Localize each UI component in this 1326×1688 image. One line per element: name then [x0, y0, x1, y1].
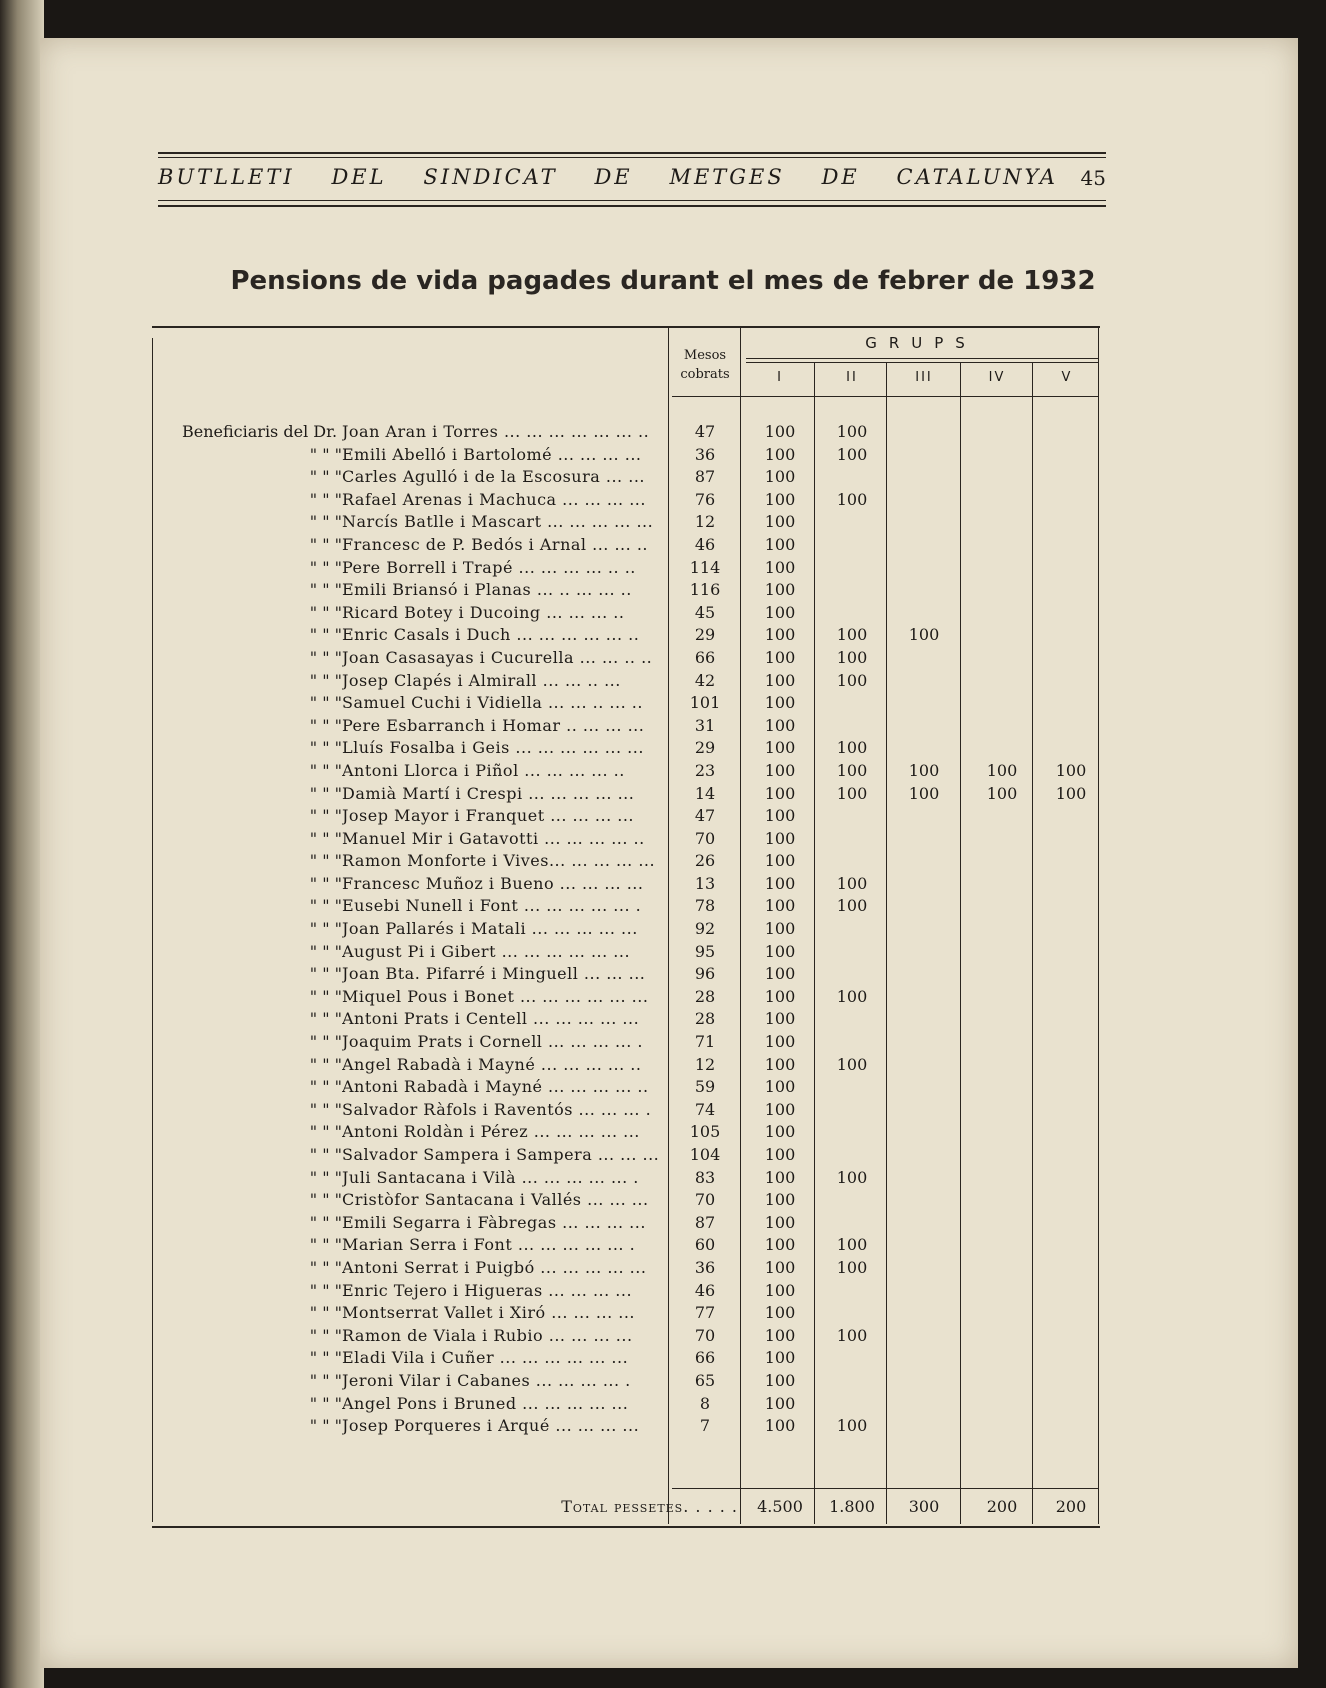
- mesos-cobrats: 105: [689, 1122, 721, 1142]
- beneficiary-name: Narcís Batlle i Mascart ... ... ... ... ...: [342, 512, 654, 532]
- mesos-cobrats: 60: [694, 1235, 716, 1255]
- mesos-cobrats: 71: [694, 1032, 716, 1052]
- pensions-table: [152, 326, 1100, 1528]
- beneficiary-prefix: " " ": [309, 1235, 342, 1255]
- journal-title-word: DEL: [331, 165, 387, 189]
- group-ii-amount: 100: [836, 1257, 868, 1277]
- mesos-cobrats: 46: [694, 1280, 716, 1300]
- beneficiary-name: Damià Martí i Crespi ... ... ... ... ...: [342, 783, 635, 803]
- beneficiary-prefix: " " ": [309, 1393, 342, 1413]
- journal-title-word: SINDICAT: [423, 165, 558, 189]
- mesos-cobrats: 101: [689, 693, 721, 713]
- total-row: [152, 1492, 1100, 1522]
- beneficiary-prefix: " " ": [309, 1167, 342, 1187]
- beneficiary-name: Ramon de Viala i Rubio ... ... ... ...: [342, 1325, 633, 1345]
- beneficiary-name: Antoni Roldàn i Pérez ... ... ... ... ...: [342, 1122, 640, 1142]
- mesos-cobrats: 77: [694, 1303, 716, 1323]
- group-i-amount: 100: [764, 670, 796, 690]
- beneficiary-prefix: " " ": [309, 1348, 342, 1368]
- mesos-cobrats: 70: [694, 1190, 716, 1210]
- table-row: [152, 1076, 1100, 1099]
- group-i-amount: 100: [764, 1145, 796, 1164]
- group-i-amount: 100: [764, 580, 796, 600]
- beneficiary-name: Eusebi Nunell i Font ... ... ... ... ... .: [342, 896, 642, 916]
- beneficiary-name: Jeroni Vilar i Cabanes ... ... ... ... .: [342, 1370, 631, 1390]
- beneficiary-prefix: " " ": [309, 941, 342, 961]
- beneficiary-name: Rafael Arenas i Machuca ... ... ... ...: [342, 489, 646, 509]
- group-ii-amount: 100: [836, 1054, 868, 1074]
- table-row: [152, 624, 1100, 647]
- group-i-amount: 100: [764, 760, 796, 780]
- beneficiary-name: Pere Borrell i Trapé ... ... ... ... .. ..: [342, 557, 636, 577]
- group-i-amount: 100: [764, 1235, 796, 1255]
- group-iii-amount: 100: [908, 783, 940, 803]
- beneficiary-name: Samuel Cuchi i Vidiella ... ... .. ... ..: [342, 693, 643, 713]
- beneficiary-prefix: " " ": [309, 1032, 342, 1052]
- table-row: [152, 805, 1100, 828]
- table-row: [152, 1031, 1100, 1054]
- table-row: [152, 1121, 1100, 1144]
- beneficiary-name: August Pi i Gibert ... ... ... ... ... ...: [342, 941, 631, 961]
- group-i-amount: 100: [764, 1077, 796, 1097]
- page-title: Pensions de vida pagades durant el mes de febrer de 1932: [230, 266, 1096, 296]
- header-divider: [672, 396, 1098, 397]
- group-ii-amount: 100: [836, 873, 868, 893]
- beneficiary-prefix: " " ": [309, 896, 342, 916]
- group-i-amount: 100: [764, 1212, 796, 1232]
- group-ii-amount: 100: [836, 1167, 868, 1187]
- group-iii-amount: 100: [908, 625, 940, 645]
- table-row: [152, 1325, 1100, 1348]
- table-row: [152, 534, 1100, 557]
- group-i-amount: 100: [764, 1303, 796, 1323]
- header-divider: [746, 358, 1098, 359]
- beneficiary-name: Joan Pallarés i Matali ... ... ... ... ...: [342, 919, 638, 939]
- header-rule: [158, 200, 1106, 201]
- beneficiary-prefix: " " ": [309, 715, 342, 735]
- beneficiary-name: Montserrat Vallet i Xiró ... ... ... ...: [342, 1303, 635, 1323]
- mesos-cobrats: 31: [694, 715, 716, 735]
- table-row: [152, 670, 1100, 693]
- beneficiary-prefix: " " ": [309, 693, 342, 713]
- group-ii-amount: 100: [836, 1325, 868, 1345]
- group-i-amount: 100: [764, 467, 796, 487]
- mesos-cobrats: 12: [694, 1054, 716, 1074]
- group-i-amount: 100: [764, 1370, 796, 1390]
- mesos-cobrats: 92: [694, 919, 716, 939]
- beneficiary-name: Angel Rabadà i Mayné ... ... ... ... ..: [342, 1054, 642, 1074]
- group-i-amount: 100: [764, 647, 796, 667]
- beneficiary-prefix: " " ": [309, 828, 342, 848]
- table-row: [152, 489, 1100, 512]
- mesos-cobrats: 74: [694, 1099, 716, 1119]
- mesos-cobrats: 66: [694, 1348, 716, 1368]
- total-group-i: 4.500: [757, 1497, 803, 1516]
- table-row: [152, 444, 1100, 467]
- table-row: [152, 466, 1100, 489]
- beneficiary-prefix: " " ": [309, 489, 342, 509]
- mesos-cobrats: 8: [699, 1393, 711, 1413]
- beneficiary-prefix: " " ": [309, 760, 342, 780]
- beneficiary-name: Lluís Fosalba i Geis ... ... ... ... ... ...: [342, 738, 644, 758]
- group-ii-amount: 100: [836, 1416, 868, 1436]
- group-i-amount: 100: [764, 512, 796, 532]
- group-header-iii: III: [915, 370, 933, 385]
- beneficiary-prefix: " " ": [309, 534, 342, 554]
- group-ii-amount: 100: [836, 489, 868, 509]
- beneficiary-prefix: " " ": [309, 851, 342, 871]
- table-row: [152, 557, 1100, 580]
- beneficiary-prefix: " " ": [309, 670, 342, 690]
- beneficiary-name: Angel Pons i Bruned ... ... ... ... ...: [342, 1393, 629, 1413]
- beneficiary-prefix: " " ": [309, 1099, 342, 1119]
- beneficiary-prefix: " " ": [309, 919, 342, 939]
- total-group-iv: 200: [986, 1497, 1018, 1516]
- group-ii-amount: 100: [836, 444, 868, 464]
- table-row: [152, 1212, 1100, 1235]
- mesos-cobrats: 95: [694, 941, 716, 961]
- group-ii-amount: 100: [836, 670, 868, 690]
- table-row: [152, 873, 1100, 896]
- journal-title-word: DE: [594, 165, 633, 189]
- mesos-cobrats: 42: [694, 670, 716, 690]
- beneficiary-name: Emili Briansó i Planas ... .. ... ... ..: [342, 580, 632, 600]
- group-i-amount: 100: [764, 693, 796, 713]
- beneficiary-name: Emili Segarra i Fàbregas ... ... ... ...: [342, 1212, 646, 1232]
- table-row: [152, 828, 1100, 851]
- total-label: Total pessetes. . . . .: [561, 1497, 738, 1516]
- mesos-cobrats: 83: [694, 1167, 716, 1187]
- beneficiary-prefix: " " ": [309, 986, 342, 1006]
- group-iv-amount: 100: [986, 760, 1018, 780]
- group-i-amount: 100: [764, 806, 796, 826]
- group-ii-amount: 100: [836, 422, 868, 441]
- table-row: [152, 941, 1100, 964]
- mesos-cobrats: 7: [699, 1416, 711, 1436]
- mesos-cobrats: 29: [694, 738, 716, 758]
- beneficiary-prefix: " " ": [309, 1009, 342, 1029]
- mesos-cobrats: 13: [694, 873, 716, 893]
- beneficiary-prefix: " " ": [309, 1280, 342, 1300]
- table-row: [152, 1257, 1100, 1280]
- group-i-amount: 100: [764, 919, 796, 939]
- mesos-cobrats: 70: [694, 828, 716, 848]
- beneficiary-name: Enric Tejero i Higueras ... ... ... ...: [342, 1280, 633, 1300]
- mesos-cobrats: 87: [694, 467, 716, 487]
- mesos-cobrats: 12: [694, 512, 716, 532]
- table-row: [152, 1167, 1100, 1190]
- table-body: [152, 421, 1100, 1438]
- group-i-amount: 100: [764, 1032, 796, 1052]
- table-row: [152, 1234, 1100, 1257]
- table-row: [152, 1054, 1100, 1077]
- beneficiary-prefix: " " ": [309, 512, 342, 532]
- mesos-cobrats: 65: [694, 1370, 716, 1390]
- group-i-amount: 100: [764, 896, 796, 916]
- mesos-cobrats: 45: [694, 602, 716, 622]
- beneficiary-name: Miquel Pous i Bonet ... ... ... ... ... ...: [342, 986, 649, 1006]
- beneficiary-prefix: " " ": [309, 557, 342, 577]
- beneficiary-name: Antoni Serrat i Puigbó ... ... ... ... ...: [342, 1257, 647, 1277]
- group-ii-amount: 100: [836, 738, 868, 758]
- total-group-iii: 300: [908, 1497, 940, 1516]
- group-i-amount: 100: [764, 1280, 796, 1300]
- group-i-amount: 100: [764, 783, 796, 803]
- group-ii-amount: 100: [836, 896, 868, 916]
- mesos-cobrats: 14: [694, 783, 716, 803]
- beneficiary-prefix: " " ": [309, 1212, 342, 1232]
- beneficiary-prefix: " " ": [309, 1303, 342, 1323]
- total-group-ii: 1.800: [829, 1497, 875, 1516]
- beneficiary-prefix: " " ": [309, 602, 342, 622]
- beneficiary-prefix: " " ": [309, 1122, 342, 1142]
- group-i-amount: 100: [764, 1009, 796, 1029]
- mesos-cobrats: 28: [694, 986, 716, 1006]
- page-number: 45: [1080, 166, 1106, 190]
- mesos-cobrats: 26: [694, 851, 716, 871]
- journal-title-word: CATALUNYA: [896, 165, 1058, 189]
- beneficiary-prefix: " " ": [309, 625, 342, 645]
- beneficiary-prefix: " " ": [309, 444, 342, 464]
- beneficiary-prefix: " " ": [309, 1054, 342, 1074]
- beneficiary-prefix: " " ": [309, 467, 342, 487]
- table-row: [152, 963, 1100, 986]
- mesos-cobrats: 47: [694, 806, 716, 826]
- table-row: [152, 918, 1100, 941]
- group-i-amount: 100: [764, 489, 796, 509]
- mesos-cobrats-header: Mesos cobrats: [680, 348, 730, 382]
- running-header: [158, 150, 1106, 210]
- mesos-cobrats: 114: [689, 557, 721, 577]
- table-row: [152, 647, 1100, 670]
- group-i-amount: 100: [764, 1167, 796, 1187]
- group-i-amount: 100: [764, 851, 796, 871]
- beneficiary-name: Pere Esbarranch i Homar .. ... ... ...: [342, 715, 645, 735]
- group-header-v: V: [1061, 370, 1073, 385]
- beneficiary-name: Josep Mayor i Franquet ... ... ... ...: [342, 806, 634, 826]
- group-i-amount: 100: [764, 422, 796, 441]
- table-row: [152, 783, 1100, 806]
- group-ii-amount: 100: [836, 625, 868, 645]
- beneficiary-name: Antoni Llorca i Piñol ... ... ... ... ..: [342, 760, 625, 780]
- total-group-v: 200: [1055, 1497, 1087, 1516]
- group-i-amount: 100: [764, 986, 796, 1006]
- table-row: [152, 692, 1100, 715]
- table-row: [152, 1099, 1100, 1122]
- beneficiary-name: Joan Bta. Pifarré i Minguell ... ... ...: [342, 964, 646, 984]
- beneficiary-name: Salvador Ràfols i Raventós ... ... ... .: [342, 1099, 652, 1119]
- beneficiary-prefix: " " ": [309, 806, 342, 826]
- table-row: [152, 1415, 1100, 1438]
- group-header-ii: II: [846, 370, 858, 385]
- beneficiary-prefix: " " ": [309, 1190, 342, 1210]
- journal-title-word: BUTLLETI: [158, 165, 295, 189]
- mesos-cobrats: 36: [694, 444, 716, 464]
- beneficiary-prefix: " " ": [309, 1370, 342, 1390]
- beneficiary-prefix: " " ": [309, 1077, 342, 1097]
- group-v-amount: 100: [1055, 760, 1087, 780]
- beneficiary-name: Marian Serra i Font ... ... ... ... ... .: [342, 1235, 636, 1255]
- group-i-amount: 100: [764, 1416, 796, 1436]
- group-iv-amount: 100: [986, 783, 1018, 803]
- beneficiary-prefix: " " ": [309, 1325, 342, 1345]
- group-i-amount: 100: [764, 738, 796, 758]
- table-row: [152, 986, 1100, 1009]
- journal-title-word: DE: [821, 165, 860, 189]
- table-row: [152, 850, 1100, 873]
- group-v-amount: 100: [1055, 783, 1087, 803]
- beneficiary-name: Eladi Vila i Cuñer ... ... ... ... ... ...: [342, 1348, 629, 1368]
- beneficiary-prefix: " " ": [309, 580, 342, 600]
- group-ii-amount: 100: [836, 647, 868, 667]
- beneficiary-name: Emili Abelló i Bartolomé ... ... ... ...: [342, 444, 642, 464]
- beneficiary-prefix: Beneficiaris del Dr.: [182, 422, 338, 441]
- group-ii-amount: 100: [836, 986, 868, 1006]
- group-i-amount: 100: [764, 1325, 796, 1345]
- beneficiary-name: Joan Aran i Torres ... ... ... ... ... ... ..: [342, 422, 650, 441]
- mesos-cobrats: 29: [694, 625, 716, 645]
- beneficiary-name: Francesc Muñoz i Bueno ... ... ... ...: [342, 873, 644, 893]
- mesos-cobrats: 87: [694, 1212, 716, 1232]
- mesos-cobrats: 76: [694, 489, 716, 509]
- mesos-cobrats: 59: [694, 1077, 716, 1097]
- group-i-amount: 100: [764, 964, 796, 984]
- group-i-amount: 100: [764, 1190, 796, 1210]
- header-rule: [158, 152, 1106, 154]
- group-i-amount: 100: [764, 557, 796, 577]
- group-iii-amount: 100: [908, 760, 940, 780]
- mesos-cobrats: 70: [694, 1325, 716, 1345]
- beneficiary-name: Manuel Mir i Gatavotti ... ... ... ... ..: [342, 828, 645, 848]
- beneficiary-prefix: " " ": [309, 1416, 342, 1436]
- beneficiary-name: Josep Clapés i Almirall ... ... .. ...: [342, 670, 621, 690]
- table-row: [152, 1370, 1100, 1393]
- total-divider: [672, 1488, 1098, 1489]
- beneficiary-name: Francesc de P. Bedós i Arnal ... ... ..: [342, 534, 648, 554]
- grups-header: GRUPS: [865, 334, 977, 352]
- group-i-amount: 100: [764, 715, 796, 735]
- beneficiary-name: Antoni Prats i Centell ... ... ... ... ...: [342, 1009, 640, 1029]
- table-row: [152, 1347, 1100, 1370]
- beneficiary-prefix: " " ": [309, 647, 342, 667]
- beneficiary-prefix: " " ": [309, 964, 342, 984]
- group-ii-amount: 100: [836, 760, 868, 780]
- group-i-amount: 100: [764, 873, 796, 893]
- beneficiary-name: Antoni Rabadà i Mayné ... ... ... ... ..: [342, 1077, 649, 1097]
- journal-title: [158, 165, 1058, 189]
- beneficiary-name: Salvador Sampera i Sampera ... ... ...: [342, 1145, 660, 1164]
- group-i-amount: 100: [764, 941, 796, 961]
- table-row: [152, 760, 1100, 783]
- mesos-cobrats: 104: [689, 1145, 721, 1164]
- group-i-amount: 100: [764, 444, 796, 464]
- group-i-amount: 100: [764, 534, 796, 554]
- beneficiary-name: Ricard Botey i Ducoing ... ... ... ..: [342, 602, 625, 622]
- table-row: [152, 511, 1100, 534]
- table-row: [152, 421, 1100, 444]
- mesos-cobrats: 116: [689, 580, 721, 600]
- table-row: [152, 1008, 1100, 1031]
- mesos-cobrats: 46: [694, 534, 716, 554]
- table-row: [152, 715, 1100, 738]
- group-i-amount: 100: [764, 1393, 796, 1413]
- beneficiary-prefix: " " ": [309, 738, 342, 758]
- beneficiary-name: Enric Casals i Duch ... ... ... ... ... ..: [342, 625, 640, 645]
- group-i-amount: 100: [764, 1122, 796, 1142]
- mesos-cobrats: 28: [694, 1009, 716, 1029]
- beneficiary-name: Joan Casasayas i Cucurella ... ... .. ..: [342, 647, 653, 667]
- beneficiary-name: Ramon Monforte i Vives... ... ... ... ...: [342, 851, 656, 871]
- beneficiary-prefix: " " ": [309, 783, 342, 803]
- group-i-amount: 100: [764, 1099, 796, 1119]
- group-header-iv: IV: [988, 370, 1006, 385]
- mesos-cobrats: 36: [694, 1257, 716, 1277]
- group-i-amount: 100: [764, 1257, 796, 1277]
- table-row: [152, 1144, 1100, 1167]
- mesos-cobrats: 78: [694, 896, 716, 916]
- beneficiary-name: Carles Agulló i de la Escosura ... ...: [342, 467, 645, 487]
- beneficiary-prefix: " " ": [309, 1257, 342, 1277]
- table-row: [152, 1280, 1100, 1303]
- group-ii-amount: 100: [836, 783, 868, 803]
- header-divider: [746, 362, 1098, 363]
- beneficiary-name: Cristòfor Santacana i Vallés ... ... ...: [342, 1190, 649, 1210]
- table-row: [152, 737, 1100, 760]
- book-spine-shadow: [0, 0, 44, 1688]
- table-row: [152, 1393, 1100, 1416]
- table-row: [152, 602, 1100, 625]
- group-i-amount: 100: [764, 828, 796, 848]
- group-i-amount: 100: [764, 625, 796, 645]
- group-i-amount: 100: [764, 1054, 796, 1074]
- group-header-i: I: [777, 370, 783, 385]
- table-row: [152, 1189, 1100, 1212]
- beneficiary-prefix: " " ": [309, 1145, 342, 1164]
- group-ii-amount: 100: [836, 1235, 868, 1255]
- beneficiary-name: Josep Porqueres i Arqué ... ... ... ...: [342, 1416, 640, 1436]
- table-row: [152, 895, 1100, 918]
- group-i-amount: 100: [764, 602, 796, 622]
- mesos-cobrats: 66: [694, 647, 716, 667]
- table-row: [152, 579, 1100, 602]
- header-rule: [158, 205, 1106, 207]
- beneficiary-prefix: " " ": [309, 873, 342, 893]
- table-row: [152, 1302, 1100, 1325]
- beneficiary-name: Juli Santacana i Vilà ... ... ... ... ... .: [342, 1167, 639, 1187]
- mesos-cobrats: 47: [694, 422, 716, 441]
- beneficiary-name: Joaquim Prats i Cornell ... ... ... ... .: [342, 1032, 643, 1052]
- mesos-cobrats: 96: [694, 964, 716, 984]
- mesos-cobrats: 23: [694, 760, 716, 780]
- group-i-amount: 100: [764, 1348, 796, 1368]
- journal-title-word: METGES: [669, 165, 785, 189]
- header-rule: [158, 157, 1106, 158]
